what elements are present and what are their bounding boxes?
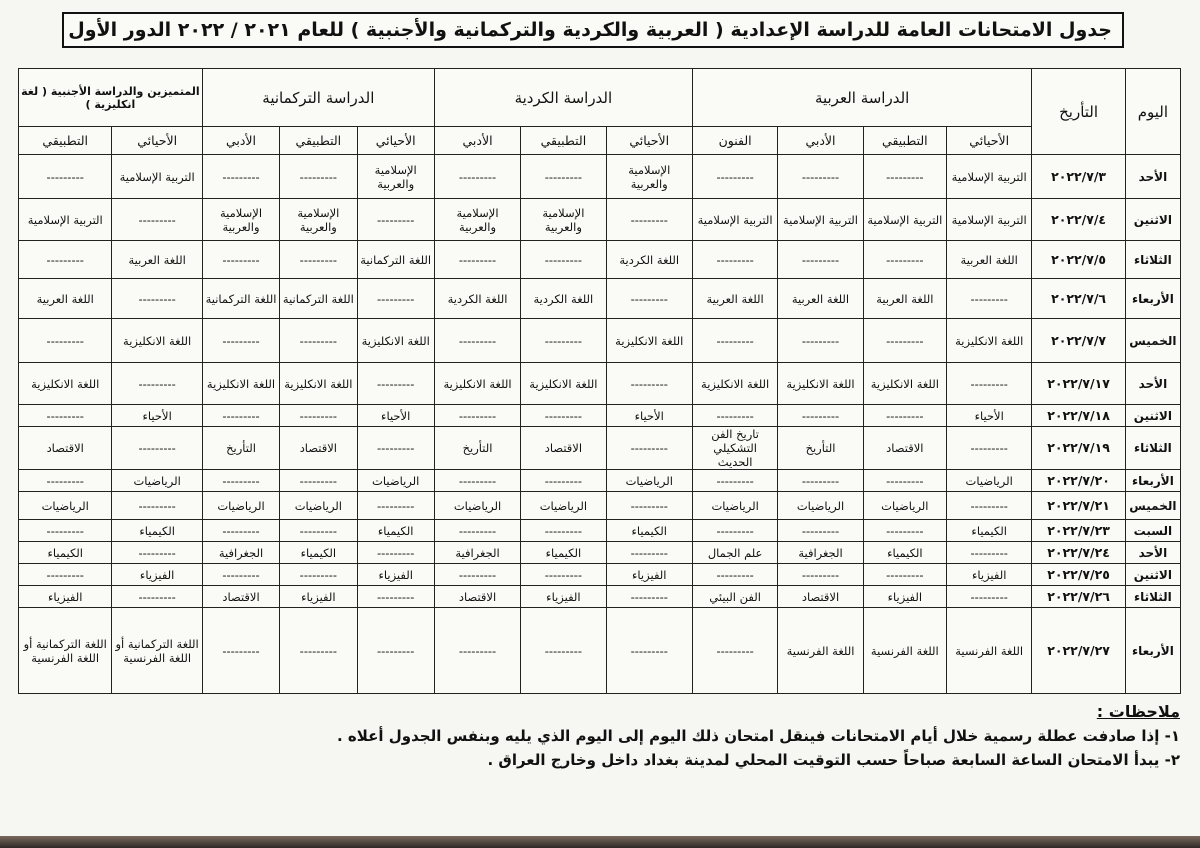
note-item: ١- إذا صادفت عطلة رسمية خلال أيام الامتحانات فينقل امتحان ذلك اليوم إلى اليوم الذي يليه وبنفس الجدول أعلاه . [336, 727, 1180, 745]
subject-cell: اللغة الانكليزية [778, 363, 863, 405]
subject-cell: الكيمياء [280, 542, 357, 564]
subject-cell: الرياضيات [863, 492, 946, 520]
schedule-row [19, 564, 1181, 586]
subject-cell: اللغة التركمانية [202, 279, 279, 319]
subject-cell: الفيزياء [19, 586, 112, 608]
subject-cell: الرياضيات [280, 492, 357, 520]
subject-cell: --------- [434, 155, 520, 199]
subject-cell: --------- [521, 319, 606, 363]
subject-cell: --------- [778, 405, 863, 427]
scan-edge [0, 836, 1200, 848]
header-row-groups [19, 69, 1181, 127]
subject-cell: التأريخ [434, 427, 520, 470]
turkmen-study-header: الدراسة التركمانية [202, 69, 434, 127]
day-cell: الأحد [1125, 363, 1180, 405]
notes-heading: ملاحظات : [1096, 702, 1180, 721]
day-cell: الاثنين [1125, 564, 1180, 586]
subject-cell: --------- [280, 155, 357, 199]
subject-cell: اللغة الانكليزية [357, 319, 434, 363]
subject-cell: اللغة الفرنسية [947, 608, 1032, 694]
subject-cell: اللغة الكردية [606, 241, 692, 279]
date-cell: ٢٠٢٢/٧/٦ [1032, 279, 1125, 319]
subject-cell: الرياضيات [19, 492, 112, 520]
subject-cell: الفيزياء [521, 586, 606, 608]
date-cell: ٢٠٢٢/٧/٥ [1032, 241, 1125, 279]
schedule-row [19, 492, 1181, 520]
subject-cell: اللغة الفرنسية [778, 608, 863, 694]
subject-cell: اللغة العربية [19, 279, 112, 319]
subject-cell: اللغة الفرنسية [863, 608, 946, 694]
branch-header: الفنون [692, 127, 777, 155]
page-title: جدول الامتحانات العامة للدراسة الإعدادية ( العربية والكردية والتركمانية والأجنبية ) للعام ٢٠٢١ / ٢٠٢٢ الدور الأول [62, 12, 1124, 48]
date-cell: ٢٠٢٢/٧/١٨ [1032, 405, 1125, 427]
subject-cell: علم الجمال [692, 542, 777, 564]
subject-cell: --------- [692, 564, 777, 586]
subject-cell: الرياضيات [947, 470, 1032, 492]
subject-cell: الفيزياء [112, 564, 202, 586]
subject-cell: اللغة العربية [778, 279, 863, 319]
subject-cell: التربية الإسلامية [947, 199, 1032, 241]
foreign-study-header: المتميزين والدراسة الأجنبية ( لغة انكليزية ) [19, 69, 203, 127]
subject-cell: التربية الإسلامية [778, 199, 863, 241]
subject-cell: --------- [280, 241, 357, 279]
subject-cell: --------- [778, 470, 863, 492]
subject-cell: --------- [202, 319, 279, 363]
schedule-row [19, 427, 1181, 470]
day-cell: الأحد [1125, 155, 1180, 199]
subject-cell: --------- [947, 279, 1032, 319]
subject-cell: تاريخ الفن التشكيلي الحديث [692, 427, 777, 470]
subject-cell: --------- [112, 199, 202, 241]
subject-cell: اللغة العربية [863, 279, 946, 319]
branch-header: الأحيائي [947, 127, 1032, 155]
date-cell: ٢٠٢٢/٧/٢٣ [1032, 520, 1125, 542]
subject-cell: اللغة الانكليزية [947, 319, 1032, 363]
subject-cell: --------- [606, 279, 692, 319]
subject-cell: --------- [357, 542, 434, 564]
subject-cell: الاقتصاد [434, 586, 520, 608]
subject-cell: --------- [863, 470, 946, 492]
schedule-row [19, 241, 1181, 279]
subject-cell: --------- [19, 520, 112, 542]
subject-cell: --------- [692, 470, 777, 492]
subject-cell: --------- [434, 564, 520, 586]
subject-cell: --------- [19, 470, 112, 492]
subject-cell: الكيمياء [112, 520, 202, 542]
subject-cell: --------- [778, 155, 863, 199]
subject-cell: --------- [112, 427, 202, 470]
subject-cell: اللغة التركمانية أو اللغة الفرنسية [112, 608, 202, 694]
subject-cell: --------- [357, 199, 434, 241]
branch-header: التطبيقي [19, 127, 112, 155]
subject-cell: --------- [112, 279, 202, 319]
subject-cell: الإسلامية والعربية [357, 155, 434, 199]
subject-cell: الرياضيات [357, 470, 434, 492]
subject-cell: --------- [19, 241, 112, 279]
schedule-row [19, 608, 1181, 694]
subject-cell: الاقتصاد [778, 586, 863, 608]
subject-cell: اللغة الكردية [434, 279, 520, 319]
date-cell: ٢٠٢٢/٧/٢٥ [1032, 564, 1125, 586]
note-item: ٢- يبدأ الامتحان الساعة السابعة صباحاً حسب التوقيت المحلي لمدينة بغداد داخل وخارج العراق . [487, 751, 1180, 769]
subject-cell: الكيمياء [521, 542, 606, 564]
subject-cell: --------- [606, 492, 692, 520]
subject-cell: اللغة الانكليزية [606, 319, 692, 363]
subject-cell: --------- [112, 542, 202, 564]
subject-cell: اللغة الانكليزية [434, 363, 520, 405]
subject-cell: الرياضيات [606, 470, 692, 492]
subject-cell: الفيزياء [606, 564, 692, 586]
subject-cell: الاقتصاد [521, 427, 606, 470]
subject-cell: --------- [947, 427, 1032, 470]
subject-cell: --------- [202, 155, 279, 199]
subject-cell: اللغة العربية [112, 241, 202, 279]
subject-cell: --------- [863, 564, 946, 586]
subject-cell: --------- [606, 586, 692, 608]
header-row-branches [19, 127, 1181, 155]
subject-cell: --------- [778, 241, 863, 279]
subject-cell: --------- [280, 405, 357, 427]
subject-cell: التربية الإسلامية [19, 199, 112, 241]
subject-cell: --------- [434, 405, 520, 427]
subject-cell: --------- [280, 470, 357, 492]
date-header: التأريخ [1032, 69, 1125, 155]
subject-cell: --------- [692, 608, 777, 694]
subject-cell: --------- [434, 470, 520, 492]
subject-cell: --------- [202, 520, 279, 542]
subject-cell: التربية الإسلامية [947, 155, 1032, 199]
schedule-row [19, 586, 1181, 608]
subject-cell: الإسلامية والعربية [606, 155, 692, 199]
schedule-row [19, 279, 1181, 319]
subject-cell: اللغة الانكليزية [202, 363, 279, 405]
subject-cell: --------- [357, 427, 434, 470]
subject-cell: الإسلامية والعربية [521, 199, 606, 241]
subject-cell: الرياضيات [202, 492, 279, 520]
subject-cell: --------- [202, 608, 279, 694]
schedule-row [19, 155, 1181, 199]
subject-cell: --------- [357, 363, 434, 405]
subject-cell: --------- [692, 405, 777, 427]
branch-header: التطبيقي [280, 127, 357, 155]
subject-cell: --------- [863, 241, 946, 279]
subject-cell: اللغة العربية [947, 241, 1032, 279]
subject-cell: الرياضيات [692, 492, 777, 520]
subject-cell: الإسلامية والعربية [202, 199, 279, 241]
subject-cell: الاقتصاد [280, 427, 357, 470]
subject-cell: الجغرافية [778, 542, 863, 564]
subject-cell: --------- [947, 586, 1032, 608]
subject-cell: الأحياء [947, 405, 1032, 427]
subject-cell: --------- [202, 564, 279, 586]
subject-cell: الإسلامية والعربية [280, 199, 357, 241]
day-header: اليوم [1125, 69, 1180, 155]
subject-cell: التربية الإسلامية [692, 199, 777, 241]
subject-cell: --------- [521, 405, 606, 427]
day-cell: الثلاثاء [1125, 427, 1180, 470]
branch-header: الأدبي [202, 127, 279, 155]
subject-cell: --------- [863, 155, 946, 199]
day-cell: الأربعاء [1125, 279, 1180, 319]
subject-cell: --------- [357, 608, 434, 694]
date-cell: ٢٠٢٢/٧/١٩ [1032, 427, 1125, 470]
subject-cell: التأريخ [202, 427, 279, 470]
subject-cell: --------- [778, 319, 863, 363]
subject-cell: --------- [280, 608, 357, 694]
subject-cell: --------- [778, 564, 863, 586]
subject-cell: --------- [692, 155, 777, 199]
date-cell: ٢٠٢٢/٧/٤ [1032, 199, 1125, 241]
subject-cell: --------- [19, 564, 112, 586]
branch-header: التطبيقي [863, 127, 946, 155]
subject-cell: الجغرافية [202, 542, 279, 564]
subject-cell: --------- [863, 520, 946, 542]
day-cell: الأربعاء [1125, 608, 1180, 694]
subject-cell: الاقتصاد [863, 427, 946, 470]
arabic-study-header: الدراسة العربية [692, 69, 1031, 127]
subject-cell: اللغة الانكليزية [19, 363, 112, 405]
subject-cell: --------- [357, 279, 434, 319]
branch-header: الأحيائي [112, 127, 202, 155]
date-cell: ٢٠٢٢/٧/٢٤ [1032, 542, 1125, 564]
branch-header: التطبيقي [521, 127, 606, 155]
schedule-row [19, 520, 1181, 542]
subject-cell: --------- [357, 586, 434, 608]
subject-cell: الأحياء [112, 405, 202, 427]
subject-cell: --------- [19, 405, 112, 427]
subject-cell: الفيزياء [863, 586, 946, 608]
subject-cell: --------- [521, 520, 606, 542]
subject-cell: --------- [280, 319, 357, 363]
schedule-row [19, 319, 1181, 363]
subject-cell: الكيمياء [357, 520, 434, 542]
schedule-row [19, 199, 1181, 241]
day-cell: الأربعاء [1125, 470, 1180, 492]
subject-cell: --------- [434, 608, 520, 694]
schedule-row [19, 470, 1181, 492]
subject-cell: الأحياء [606, 405, 692, 427]
schedule-row [19, 363, 1181, 405]
subject-cell: الرياضيات [778, 492, 863, 520]
subject-cell: --------- [521, 470, 606, 492]
subject-cell: --------- [521, 155, 606, 199]
subject-cell: الفيزياء [280, 586, 357, 608]
subject-cell: --------- [863, 319, 946, 363]
subject-cell: اللغة الانكليزية [692, 363, 777, 405]
day-cell: الثلاثاء [1125, 586, 1180, 608]
subject-cell: --------- [280, 520, 357, 542]
subject-cell: اللغة العربية [692, 279, 777, 319]
subject-cell: اللغة الانكليزية [863, 363, 946, 405]
subject-cell: --------- [947, 363, 1032, 405]
subject-cell: --------- [521, 608, 606, 694]
subject-cell: --------- [521, 241, 606, 279]
subject-cell: --------- [606, 608, 692, 694]
schedule-row [19, 405, 1181, 427]
subject-cell: الفيزياء [947, 564, 1032, 586]
subject-cell: الكيمياء [19, 542, 112, 564]
day-cell: الخميس [1125, 492, 1180, 520]
subject-cell: --------- [202, 405, 279, 427]
kurdish-study-header: الدراسة الكردية [434, 69, 692, 127]
schedule-row [19, 542, 1181, 564]
subject-cell: اللغة الكردية [521, 279, 606, 319]
subject-cell: --------- [692, 319, 777, 363]
subject-cell: الأحياء [357, 405, 434, 427]
branch-header: الأحيائي [606, 127, 692, 155]
subject-cell: التربية الإسلامية [863, 199, 946, 241]
date-cell: ٢٠٢٢/٧/١٧ [1032, 363, 1125, 405]
day-cell: الثلاثاء [1125, 241, 1180, 279]
subject-cell: الرياضيات [434, 492, 520, 520]
subject-cell: --------- [606, 199, 692, 241]
subject-cell: --------- [434, 241, 520, 279]
branch-header: الأحيائي [357, 127, 434, 155]
subject-cell: اللغة الانكليزية [112, 319, 202, 363]
subject-cell: الاقتصاد [19, 427, 112, 470]
day-cell: الاثنين [1125, 405, 1180, 427]
subject-cell: الفن البيئي [692, 586, 777, 608]
subject-cell: اللغة الانكليزية [521, 363, 606, 405]
date-cell: ٢٠٢٢/٧/٣ [1032, 155, 1125, 199]
subject-cell: --------- [606, 542, 692, 564]
date-cell: ٢٠٢٢/٧/٢٧ [1032, 608, 1125, 694]
date-cell: ٢٠٢٢/٧/٢٦ [1032, 586, 1125, 608]
subject-cell: --------- [357, 492, 434, 520]
notes-section [200, 700, 1180, 772]
subject-cell: --------- [19, 319, 112, 363]
subject-cell: --------- [19, 155, 112, 199]
day-cell: الخميس [1125, 319, 1180, 363]
subject-cell: التربية الإسلامية [112, 155, 202, 199]
subject-cell: --------- [434, 520, 520, 542]
subject-cell: --------- [202, 470, 279, 492]
subject-cell: --------- [202, 241, 279, 279]
subject-cell: --------- [112, 492, 202, 520]
subject-cell: الاقتصاد [202, 586, 279, 608]
subject-cell: الإسلامية والعربية [434, 199, 520, 241]
subject-cell: الفيزياء [357, 564, 434, 586]
subject-cell: --------- [778, 520, 863, 542]
date-cell: ٢٠٢٢/٧/٧ [1032, 319, 1125, 363]
exam-schedule-table [18, 68, 1181, 694]
subject-cell: --------- [606, 363, 692, 405]
subject-cell: اللغة التركمانية أو اللغة الفرنسية [19, 608, 112, 694]
branch-header: الأدبي [778, 127, 863, 155]
subject-cell: --------- [434, 319, 520, 363]
date-cell: ٢٠٢٢/٧/٢١ [1032, 492, 1125, 520]
day-cell: السبت [1125, 520, 1180, 542]
branch-header: الأدبي [434, 127, 520, 155]
subject-cell: --------- [947, 542, 1032, 564]
subject-cell: --------- [692, 520, 777, 542]
subject-cell: --------- [947, 492, 1032, 520]
subject-cell: اللغة التركمانية [357, 241, 434, 279]
subject-cell: اللغة التركمانية [280, 279, 357, 319]
subject-cell: --------- [280, 564, 357, 586]
subject-cell: الجغرافية [434, 542, 520, 564]
subject-cell: --------- [112, 363, 202, 405]
subject-cell: الكيمياء [606, 520, 692, 542]
subject-cell: --------- [692, 241, 777, 279]
day-cell: الأحد [1125, 542, 1180, 564]
subject-cell: --------- [606, 427, 692, 470]
subject-cell: التأريخ [778, 427, 863, 470]
day-cell: الاثنين [1125, 199, 1180, 241]
date-cell: ٢٠٢٢/٧/٢٠ [1032, 470, 1125, 492]
subject-cell: الرياضيات [521, 492, 606, 520]
subject-cell: الكيمياء [947, 520, 1032, 542]
subject-cell: الكيمياء [863, 542, 946, 564]
subject-cell: --------- [863, 405, 946, 427]
subject-cell: --------- [112, 586, 202, 608]
subject-cell: الرياضيات [112, 470, 202, 492]
schedule-body [19, 155, 1181, 694]
subject-cell: --------- [521, 564, 606, 586]
subject-cell: اللغة الانكليزية [280, 363, 357, 405]
